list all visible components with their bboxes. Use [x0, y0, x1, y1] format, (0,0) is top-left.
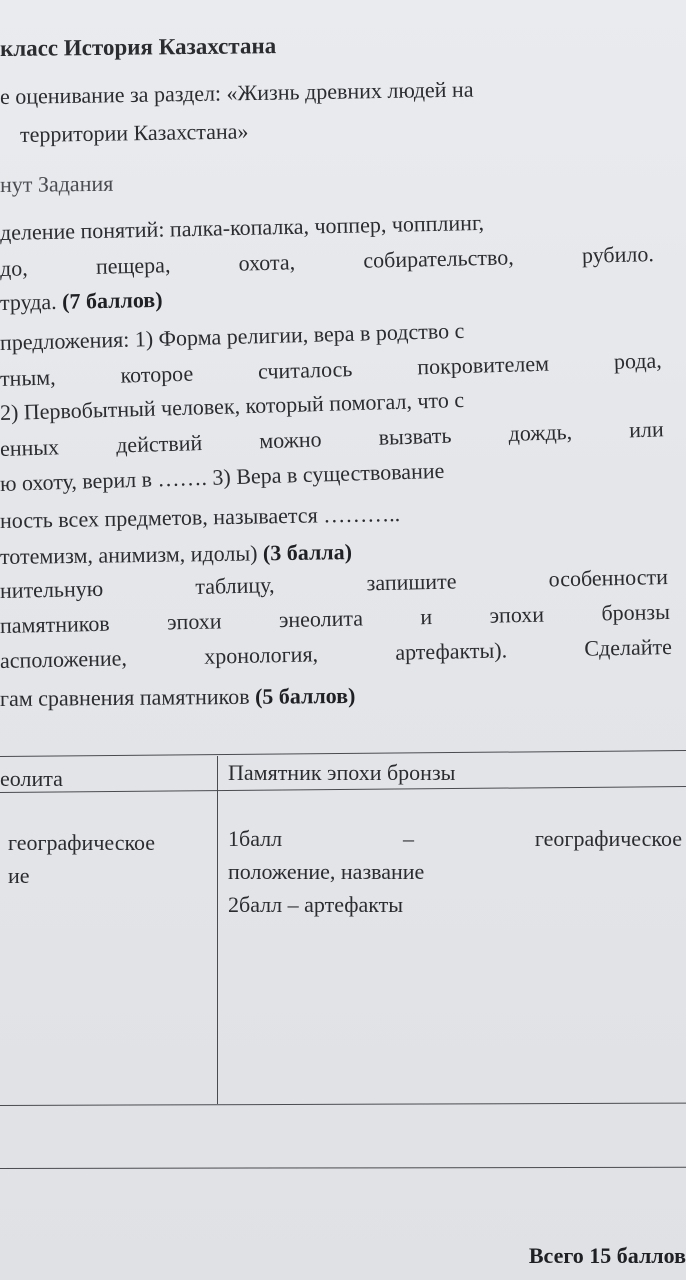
- task2-text4: енных действий можно вызвать дождь, или: [0, 416, 665, 461]
- col2-criterion-line3: 2балл – артефакты: [228, 892, 404, 917]
- task3-text1: нительную таблицу, запишите особенности: [0, 564, 669, 603]
- col1-header: [0, 762, 63, 795]
- col2-criterion: [228, 822, 682, 921]
- task3-points: (5 баллов): [254, 682, 356, 709]
- assessment-title-text1: е оценивание за раздел: «Жизнь древних людей на: [0, 76, 474, 109]
- task2-line6: [0, 496, 686, 534]
- task3-line3: [0, 634, 672, 674]
- time-label-text: нут Задания: [0, 170, 114, 197]
- task2-text7: тотемизм, анимизм, идолы): [0, 540, 264, 569]
- task3-text2: памятников эпохи энеолита и эпохи бронзы: [0, 598, 671, 638]
- col1-criterion: [8, 826, 155, 892]
- col2-criterion-dash: –: [403, 826, 415, 851]
- col2-criterion-geo: географическое: [534, 826, 682, 851]
- task2-text1: предложения: 1) Форма религии, вера в родство с: [0, 317, 465, 355]
- assessment-title-line2: [20, 112, 686, 148]
- total-points-text: Всего 15 баллов: [528, 1243, 686, 1268]
- table-column-divider: [217, 756, 218, 1104]
- col2-header-text: Памятник эпохи бронзы: [228, 760, 456, 785]
- task1-line2: [0, 241, 654, 282]
- time-label: [0, 165, 686, 198]
- page-title: [0, 29, 686, 62]
- task3-text3: асположение, хронология, артефакты). Сделайте: [0, 633, 673, 673]
- assessment-title-text2: территории Казахстана»: [19, 118, 249, 147]
- task1-line3: [0, 277, 686, 316]
- total-points: [529, 1243, 686, 1269]
- task1-text3: труда.: [0, 288, 63, 315]
- assessment-title-line1: [0, 73, 686, 110]
- task2-text5: ю охоту, верил в ……. 3) Вера в существование: [0, 457, 445, 496]
- col1-header-text: еолита: [0, 766, 63, 791]
- col1-criterion-line1: географическое: [8, 830, 156, 855]
- task2-text2: тным, которое считалось покровителем рода,: [0, 347, 663, 391]
- task2-text6: ность всех предметов, называется ………..: [0, 501, 401, 533]
- col1-criterion-line2: ие: [8, 863, 30, 888]
- task2-points: (3 балла): [262, 539, 353, 566]
- task3-line1: [0, 564, 668, 604]
- task3-text4: гам сравнения памятников: [0, 683, 256, 711]
- page-title-text: класс История Казахстана: [0, 33, 277, 61]
- task3-line4: [0, 680, 686, 712]
- task2-text3: 2) Первобытный человек, который помогал, что с: [0, 387, 465, 425]
- task2-line7: [0, 534, 686, 570]
- col2-criterion-line1: [228, 822, 682, 855]
- table-bottom-border: [0, 1103, 686, 1106]
- task1-text2: до, пещера, охота, собирательство, рубило.: [0, 241, 655, 281]
- task3-line2: [0, 599, 670, 639]
- col2-header: [228, 756, 455, 789]
- task1-points: (7 баллов): [61, 286, 163, 314]
- task1-text1: деление понятий: палка-копалка, чоппер, чопплинг,: [0, 209, 485, 245]
- col2-criterion-points1: 1балл: [228, 826, 283, 851]
- task1-line1: [0, 206, 652, 246]
- table-footer-line: [0, 1167, 686, 1169]
- col2-criterion-line2: положение, название: [228, 859, 425, 884]
